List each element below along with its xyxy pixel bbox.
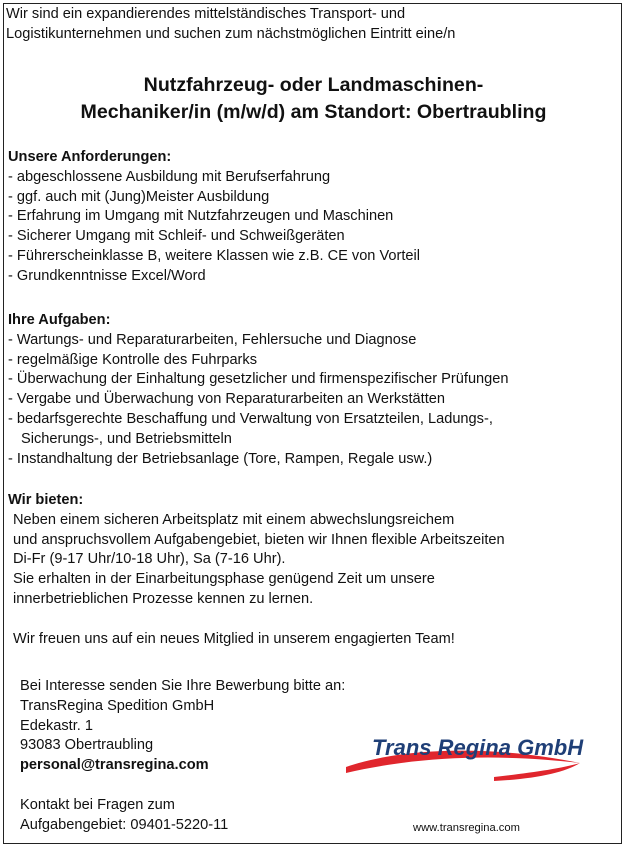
task-item: - regelmäßige Kontrolle des Fuhrparks <box>8 351 258 368</box>
task-item: - Wartungs- und Reparaturarbeiten, Fehlersuche und Diagnose <box>8 331 417 348</box>
offer-line: innerbetrieblichen Prozesse kennen zu lernen. <box>13 590 314 607</box>
tasks-heading: Ihre Aufgaben: <box>8 312 111 328</box>
requirement-item: - ggf. auch mit (Jung)Meister Ausbildung <box>8 188 270 205</box>
requirements-section <box>8 148 623 287</box>
task-item: - Instandhaltung der Betriebsanlage (Tore, Rampen, Regale usw.) <box>8 450 433 467</box>
task-item: - Überwachung der Einhaltung gesetzlicher und firmenspezifischer Prüfungen <box>8 371 509 388</box>
intro-line-1: Wir sind ein expandierendes mittelständisches Transport- und <box>6 6 406 22</box>
requirement-item: - Grundkenntnisse Excel/Word <box>8 267 206 284</box>
offer-line: und anspruchsvollem Aufgabengebiet, bieten wir Ihnen flexible Arbeitszeiten <box>13 531 505 548</box>
contact-company: TransRegina Spedition GmbH <box>20 697 215 714</box>
requirement-item: - abgeschlossene Ausbildung mit Berufserfahrung <box>8 168 331 185</box>
logo-swoosh-lower <box>494 763 580 781</box>
intro-text <box>6 4 606 44</box>
requirement-item: - Führerscheinklasse B, weitere Klassen wie z.B. CE von Vorteil <box>8 247 421 264</box>
contact-city: 93083 Obertraubling <box>20 737 154 754</box>
contact-questions-line-1: Kontakt bei Fragen zum <box>20 796 175 813</box>
requirements-heading: Unsere Anforderungen: <box>8 149 172 165</box>
contact-questions-line-2: Aufgabengebiet: 09401-5220-11 <box>20 816 229 833</box>
job-title-line-2: Mechaniker/in (m/w/d) am Standort: Obertraubling <box>80 101 547 123</box>
contact-block <box>20 677 345 836</box>
intro-line-2: Logistikunternehmen und suchen zum nächstmöglichen Eintritt eine/n <box>6 26 456 42</box>
tasks-section <box>8 311 623 469</box>
trans-regina-logo <box>344 707 584 789</box>
logo-text: Trans Regina GmbH <box>372 735 584 760</box>
offer-line: Sie erhalten in der Einarbeitungsphase genügend Zeit um unsere <box>13 571 435 588</box>
contact-intro: Bei Interesse senden Sie Ihre Bewerbung bitte an: <box>20 678 346 694</box>
offer-line: Neben einem sicheren Arbeitsplatz mit einem abwechslungsreichem <box>13 511 455 528</box>
task-item: - Vergabe und Überwachung von Reparaturarbeiten an Werkstätten <box>8 391 445 408</box>
requirement-item: - Sicherer Umgang mit Schleif- und Schweißgeräten <box>8 228 345 245</box>
website-link[interactable]: www.transregina.com <box>413 822 520 834</box>
offer-heading: Wir bieten: <box>8 492 84 508</box>
job-title-line-1: Nutzfahrzeug- oder Landmaschinen- <box>143 74 484 96</box>
task-item: - bedarfsgerechte Beschaffung und Verwaltung von Ersatzteilen, Ladungs-, <box>8 410 493 427</box>
offer-line: Di-Fr (9-17 Uhr/10-18 Uhr), Sa (7-16 Uhr). <box>13 551 286 568</box>
offer-closing: Wir freuen uns auf ein neues Mitglied in unserem engagierten Team! <box>13 630 455 647</box>
contact-street: Edekastr. 1 <box>20 717 94 734</box>
contact-email-link[interactable]: personal@transregina.com <box>20 757 209 774</box>
requirement-item: - Erfahrung im Umgang mit Nutzfahrzeugen und Maschinen <box>8 208 394 225</box>
offer-section <box>8 491 623 650</box>
task-item-continuation: Sicherungs-, und Betriebsmitteln <box>21 430 232 447</box>
job-title <box>0 72 627 126</box>
